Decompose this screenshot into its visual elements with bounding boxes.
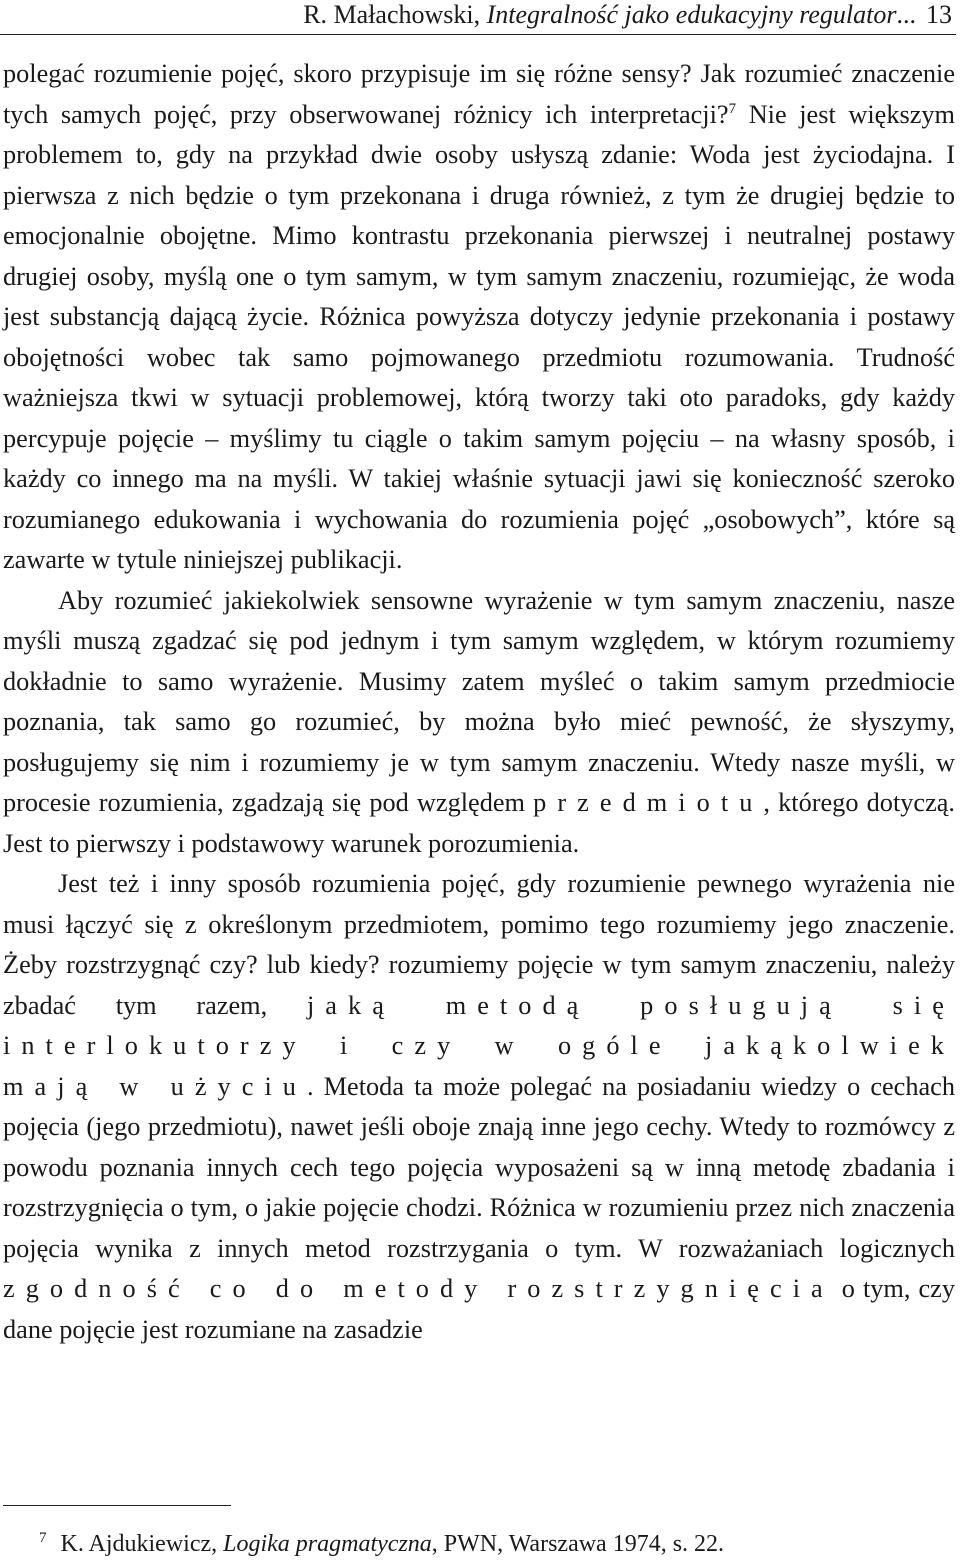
page-number: 13: [926, 0, 952, 29]
footnote-rest: , PWN, Warszawa 1974, s. 22.: [431, 1531, 725, 1557]
paragraph-1-part-b: Nie jest większym problemem to, gdy na przykład dwie osoby usłyszą zdanie: Woda jest życiodajna. I pierwsza z nich będzie o tym przekonana i druga również, z tym że drugiej będzie to emocjonalnie obojętne. Mimo kontrastu przekonania pierwszej i neutralnej postawy drugiej osoby, myślą one o tym samym, w tym samym znaczeniu, rozumiejąc, że woda jest substancją dającą życie. Różnica powyższa dotyczy jedynie przekonania i postawy obojętności wobec tak samo pojmowanego przedmiotu rozumowania. Trudność ważniejsza tkwi w sytuacji problemowej, którą tworzy taki oto paradoks, gdy każdy percypuje pojęcie – myślimy tu ciągle o takim samym pojęciu – na własny sposób, i każdy co innego ma na myśli. W takiej właśnie sytuacji jawi się konieczność szeroko rozumianego edukowania i wychowania do rozumienia pojęć „osobowych”, które są zawarte w tytule niniejszej publikacji.: [3, 99, 955, 574]
header-author: R. Małachowski,: [303, 0, 481, 29]
spaced-emphasis: przedmiotu: [533, 788, 764, 817]
paragraph-2-part-a: Aby rozumieć jakiekolwiek sensowne wyrażenie w tym samym znaczeniu, nasze myśli muszą zgadzać się pod jednym i tym samym względem, w którym rozumiemy dokładnie to samo wyrażenie. Musimy zatem myśleć o takim samym przedmiocie poznania, tak samo go rozumieć, by można było mieć pewność, że słyszymy, posługujemy się nim i rozumiemy je w tym samym znaczeniu. Wtedy nasze myśli, w procesie rozumienia, zgadzają się pod względem: [3, 585, 955, 817]
footnote: [3, 1522, 953, 1560]
spaced-emphasis: zgodność co do metody rozstrzygnięcia: [3, 1274, 834, 1303]
footnote-author: K. Ajdukiewicz,: [60, 1531, 218, 1557]
paragraph-1: [3, 54, 955, 581]
header-title: Integralność jako edukacyjny regulator: [486, 0, 897, 29]
body-text: [3, 54, 955, 1350]
paragraph-3-part-a: Jest też i inny sposób rozumienia pojęć, gdy rozumienie pewnego wyrażenia nie musi łączyć się z określonym przedmiotem, pomimo tego rozumiemy jego znaczenie. Żeby rozstrzygnąć czy? lub kiedy? rozumiemy pojęcie w tym samym znaczeniu, należy zbadać tym razem,: [3, 869, 955, 1020]
running-header: [0, 0, 956, 35]
spaced-emphasis: jaką metodą posługują się interlokutorzy i czy w ogóle jakąkolwiek mają w użyciu: [3, 990, 955, 1101]
footnote-reference[interactable]: 7: [728, 100, 737, 117]
paragraph-2-part-b: , którego dotyczą. Jest to pierwszy i podstawowy warunek porozumienia.: [3, 788, 955, 858]
header-ellipsis: ...: [896, 0, 916, 29]
footnote-title: Logika pragmatyczna: [223, 1531, 432, 1557]
paragraph-3: [3, 864, 955, 1350]
paragraph-2: [3, 581, 955, 865]
paragraph-3-part-c: o tym, czy dane pojęcie jest rozumiane na zasadzie: [3, 1274, 955, 1344]
paragraph-3-part-b: . Metoda ta może polegać na posiadaniu wiedzy o cechach pojęcia (jego przedmiotu), nawet jeśli oboje znają inne jego cechy. Wtedy to rozmówcy z powodu poznania innych cech tego pojęcia wyposażeni są w inną metodę zbadania i rozstrzygnięcia o tym, o jakie pojęcie chodzi. Różnica w rozumieniu przez nich znaczenia pojęcia wynika z innych metod rozstrzygania o tym. W rozważaniach logicznych: [3, 1071, 955, 1263]
footnote-divider: [3, 1505, 231, 1506]
footnote-mark: 7: [39, 1530, 47, 1546]
running-header-text: [303, 0, 952, 30]
paragraph-1-part-a: polegać rozumienie pojęć, skoro przypisuje im się różne sensy? Jak rozumieć znaczenie tych samych pojęć, przy obserwowanej różnicy ich interpretacji?: [3, 59, 955, 129]
